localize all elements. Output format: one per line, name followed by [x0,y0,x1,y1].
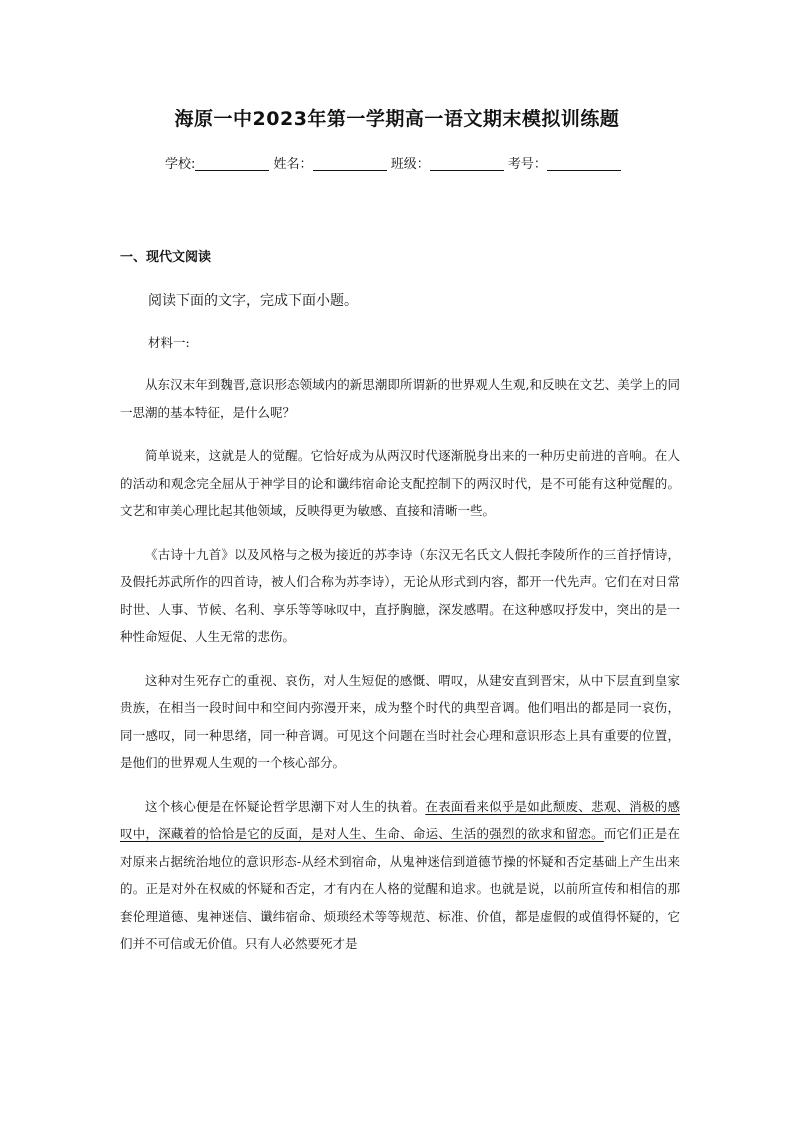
name-field [274,153,387,172]
exam-number-field [508,153,621,172]
section-heading: 一、现代文阅读 [120,250,212,265]
passage-paragraph: 从东汉末年到魏晋,意识形态领域内的新思潮即所谓新的世界观人生观,和反映在文艺、美学上的同一思潮的基本特征，是什么呢？ [120,377,680,420]
school-field [165,153,269,172]
exam-number-blank[interactable] [547,156,621,171]
exam-number-label: 考号： [507,157,547,172]
name-blank[interactable] [313,156,387,171]
school-blank[interactable] [195,156,269,171]
reading-instruction: 阅读下面的文字，完成下面小题。 [148,293,358,309]
passage-paragraph: 《古诗十九首》以及风格与之极为接近的苏李诗（东汉无名氏文人假托李陵所作的三首抒情诗，及假托苏武所作的四首诗，被人们合称为苏李诗），无论从形式到内容，都开一代先声。它们在对日常时世、人事、节候、名利、享乐等等咏叹中，直抒胸臆，深发感喟。在这种感叹抒发中，突出的是一种性命短促、人生无常的悲伤。 [120,546,680,644]
passage-paragraph [120,793,680,958]
reading-passage [120,371,680,974]
passage-paragraph: 简单说来，这就是人的觉醒。它恰好成为从两汉时代逐渐脱身出来的一种历史前进的音响。在人的活动和观念完全屈从于神学目的论和谶纬宿命论支配控制下的两汉时代，是不可能有这种觉醒的。文艺和审美心理比起其他领域，反映得更为敏感、直接和清晰一些。 [120,448,680,518]
student-info-row [165,153,621,172]
paragraph-text: 而它们正是在对原来占据统治地位的意识形态-从经术到宿命，从鬼神迷信到道德节操的怀疑和否定基础上产生出来的。正是对外在权威的怀疑和否定，才有内在人格的觉醒和追求。也就是说，以前所宣传和相信的那套伦理道德、鬼神迷信、谶纬宿命、烦琐经术等等规范、标准、价值，都是虚假的或值得怀疑的，它们并不可信或无价值。只有人必然要死才是 [120,826,680,951]
class-blank[interactable] [430,156,504,171]
class-field [391,153,504,172]
passage-paragraph: 这种对生死存亡的重视、哀伤，对人生短促的感慨、喟叹，从建安直到晋宋，从中下层直到皇家贵族，在相当一段时间中和空间内弥漫开来，成为整个时代的典型音调。他们唱出的都是同一哀伤，同一感叹，同一种思绪，同一种音调。可见这个问题在当时社会心理和意识形态上具有重要的位置，是他们的世界观人生观的一个核心部分。 [120,672,680,770]
paragraph-text: 这个核心便是在怀疑论哲学思潮下对人生的执着。 [145,798,426,814]
name-label: 姓名： [273,157,313,172]
class-label: 班级： [390,157,430,172]
exam-title: 海原一中2023年第一学期高一语文期末模拟训练题 [174,108,620,130]
school-label: 学校: [165,157,196,172]
underlined-sentence: 在表面看来似乎是如此颓废、悲观、消极的感叹中，深藏着的恰恰是它的反面，是对人生、生命、命运、生活的强烈的欲求和留恋。 [120,798,680,841]
material-label: 材料一: [148,335,190,350]
